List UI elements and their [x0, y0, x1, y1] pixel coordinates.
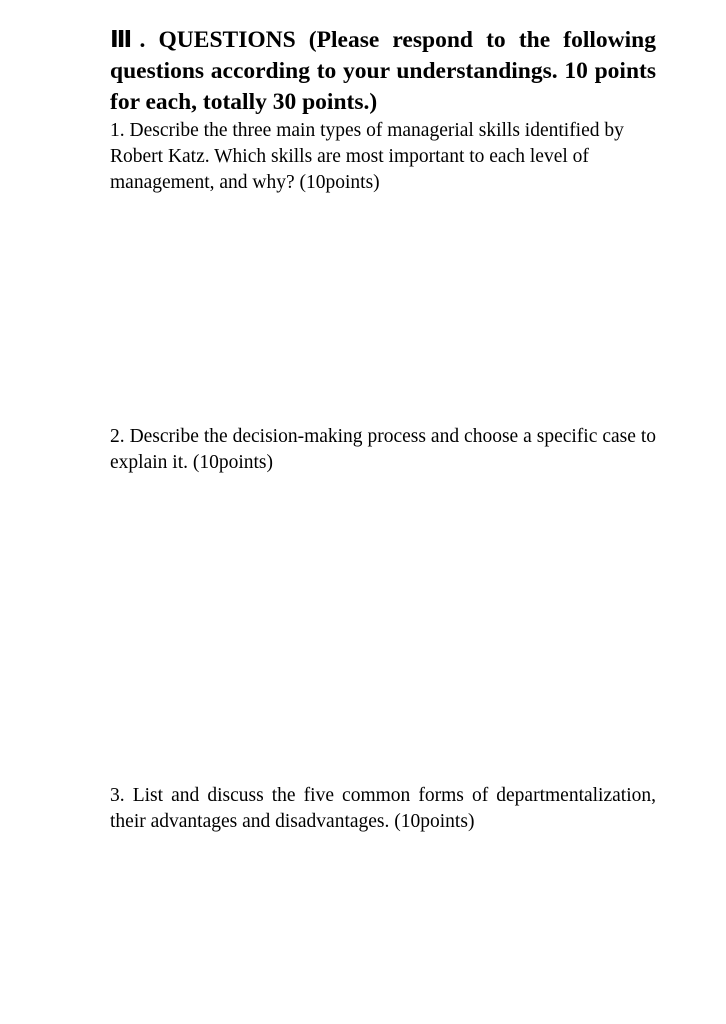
question-2: 2. Describe the decision-making process and choose a specific case to explain it. (10points) — [110, 426, 656, 473]
question-1: 1. Describe the three main types of managerial skills identified by Robert Katz. Which skills are most important to each level of management, and why? (10points) — [110, 120, 624, 193]
document-page — [110, 24, 656, 196]
section-heading — [110, 24, 656, 118]
section-heading-text: . QUESTIONS (Please respond to the following questions according to your understandings. 10 points for each, totally 30 points.) — [110, 27, 657, 115]
section-numeral: Ⅲ — [110, 26, 140, 52]
question-3: 3. List and discuss the five common forms of departmentalization, their advantages and disadvantages. (10points) — [110, 785, 656, 832]
